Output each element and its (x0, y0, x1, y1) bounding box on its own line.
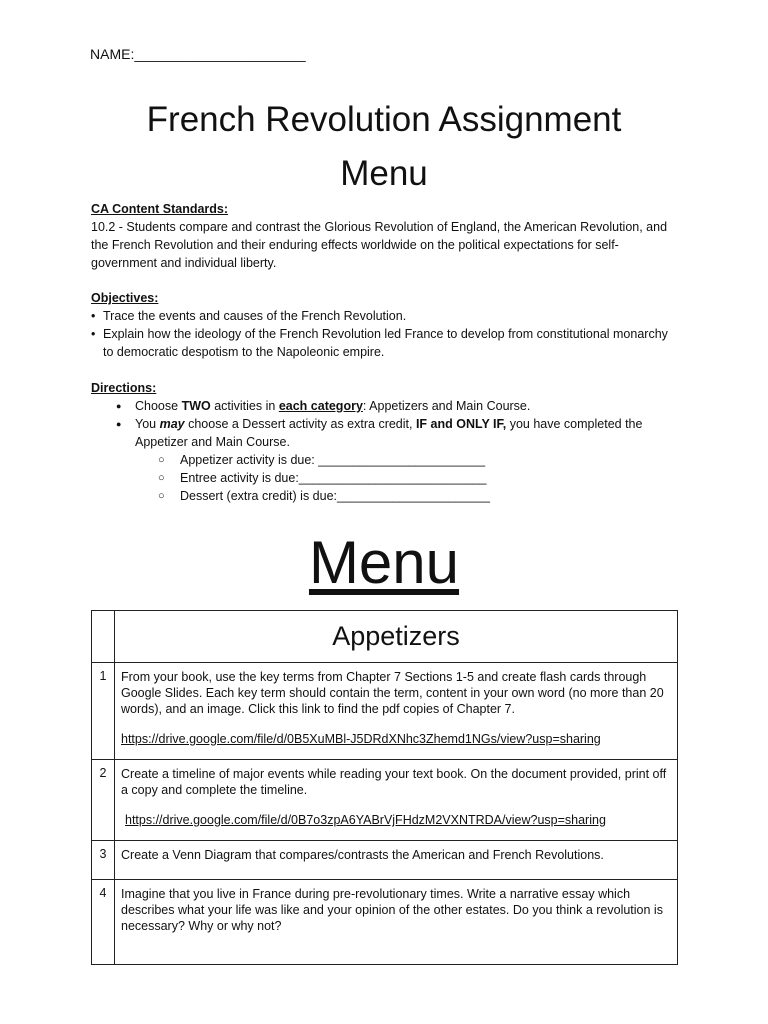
direction-emphasis: TWO (181, 399, 211, 413)
direction-emphasis: each category (278, 399, 363, 413)
chapter-pdf-link[interactable]: https://drive.google.com/file/d/0B5XuMBl-J5DRdXNhc3Zhemd1NGs/view?usp=sharing (121, 732, 601, 746)
timeline-doc-link[interactable]: https://drive.google.com/file/d/0B7o3zpA6YABrVjFHdzM2VXNTRDA/view?usp=sharing (125, 813, 606, 827)
title-line-1: French Revolution Assignment (146, 100, 622, 139)
appetizers-header: Appetizers (115, 611, 678, 663)
table-row (92, 841, 678, 880)
page-title (0, 93, 768, 201)
header-num-cell (92, 611, 115, 663)
directions-section (91, 379, 681, 505)
direction-item-1 (91, 397, 681, 415)
direction-text: activities in (210, 399, 279, 413)
direction-item-2 (91, 415, 681, 451)
due-date-entree: ○ Entree activity is due:___________________________ (91, 469, 681, 487)
table-row (92, 760, 678, 841)
due-date-dessert: ○ Dessert (extra credit) is due:______________________ (91, 487, 681, 505)
direction-text: you have completed the Appetizer and Main Course. (135, 417, 643, 449)
objective-item: • Explain how the ideology of the French Revolution led France to develop from constitutional monarchy to democratic despotism to the Napoleonic empire. (91, 325, 681, 361)
standards-text: 10.2 - Students compare and contrast the Glorious Revolution of England, the American Revolution, and the French Revolution and their enduring effects worldwide on the political expectations for self-government and individual liberty. (91, 220, 668, 270)
title-line-2: Menu (340, 154, 428, 193)
standards-section (91, 200, 681, 272)
menu-title: Menu (308, 529, 460, 596)
standards-heading: CA Content Standards: (91, 202, 229, 216)
row-number: 2 (92, 760, 115, 841)
row-number: 3 (92, 841, 115, 880)
objectives-section (91, 289, 681, 361)
row-text: Create a timeline of major events while reading your text book. On the document provided, print off a copy and complete the timeline. (121, 767, 667, 797)
row-number: 1 (92, 663, 115, 760)
table-header-row (92, 611, 678, 663)
direction-text: You (135, 417, 160, 431)
row-description (115, 760, 678, 841)
directions-list (91, 397, 681, 451)
direction-emphasis: IF and ONLY IF, (415, 417, 507, 431)
appetizers-table (91, 610, 678, 965)
direction-text: choose a Dessert activity as extra credit, (184, 417, 416, 431)
name-field-label: NAME:______________________ (90, 46, 306, 62)
direction-text: : Appetizers and Main Course. (362, 399, 531, 413)
row-number: 4 (92, 880, 115, 965)
due-date-appetizer: ○ Appetizer activity is due: ________________________ (91, 451, 681, 469)
direction-text: Choose (135, 399, 182, 413)
objectives-list (91, 307, 681, 361)
directions-heading: Directions: (91, 381, 157, 395)
direction-emphasis: may (159, 417, 185, 431)
row-description: Create a Venn Diagram that compares/contrasts the American and French Revolutions. (115, 841, 678, 880)
row-description: Imagine that you live in France during pre-revolutionary times. Write a narrative essay which describes what your life was like and your opinion of the other estates. Do you think a revolution is necessary? Why or why not? (115, 880, 678, 965)
table-row (92, 880, 678, 965)
objectives-heading: Objectives: (91, 291, 159, 305)
row-description (115, 663, 678, 760)
table-row (92, 663, 678, 760)
row-text: From your book, use the key terms from Chapter 7 Sections 1-5 and create flash cards through Google Slides. Each key term should contain the term, content in your own word (no more than 20 words), and an image. Click this link to find the pdf copies of Chapter 7. (121, 670, 664, 716)
due-dates-list (91, 451, 681, 505)
objective-item: • Trace the events and causes of the French Revolution. (91, 307, 681, 325)
